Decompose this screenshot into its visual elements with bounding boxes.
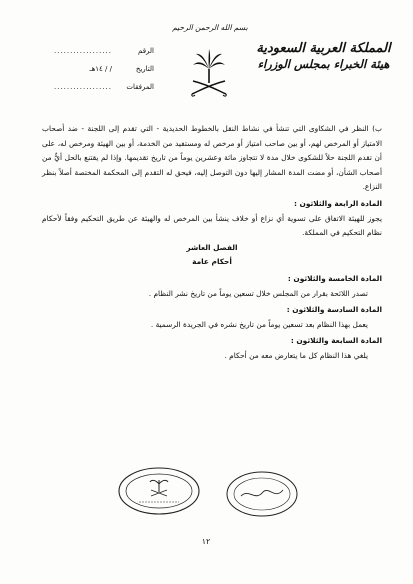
ref-row <box>24 42 154 60</box>
article-36-title: المادة السادسة والثلاثون : <box>286 305 382 315</box>
article-35-title: المادة الخامسة والثلاثون : <box>287 273 382 283</box>
chapter-subtitle: أحكام عامة <box>192 257 232 267</box>
signature-seal-icon <box>225 470 299 518</box>
issuer-block <box>256 41 391 72</box>
chapter-title: الفصل العاشر <box>186 242 238 252</box>
date-value: / / ١٤هـ <box>89 65 112 73</box>
attachments-value: .................. <box>53 83 112 91</box>
authority-name: هيئة الخبراء بمجلس الوزراء <box>257 57 390 72</box>
article-34-text: يجوز للهيئة الاتفاق على تسوية أي نزاع أو خلاف ينشأ بين المرخص له والهيئة عن طريق التحكيم وفقاً لأحكام نظام التحكيم في المملكة. <box>42 213 382 238</box>
article-36-text: يعمل بهذا النظام بعد تسعين يوماً من تاريخ نشره في الجريدة الرسمية . <box>150 319 368 329</box>
saudi-emblem-icon <box>187 47 231 99</box>
article-34-title: المادة الرابعة والثلاثون : <box>294 198 382 208</box>
article-35-text: تصدر اللائحة بقرار من المجلس خلال تسعين يوماً من تاريخ نشر النظام . <box>148 288 368 298</box>
official-seal-icon <box>117 466 201 516</box>
article-37-text: يلغي هذا النظام كل ما يتعارض معه من أحكام . <box>224 350 368 360</box>
document-meta <box>24 42 154 96</box>
attachments-label: المرفقات <box>126 83 154 91</box>
article-37-title: المادة السابعة والثلاثون : <box>290 336 382 346</box>
ref-label: الرقم <box>138 47 154 55</box>
page-number: ١٢ <box>201 537 211 546</box>
date-label: التاريخ <box>135 65 154 73</box>
attachments-row <box>24 78 154 96</box>
date-row <box>24 60 154 78</box>
kingdom-name: المملكة العربية السعودية <box>256 41 391 56</box>
basmala: بسم الله الرحمن الرحيم <box>172 23 248 32</box>
document-body <box>42 122 382 364</box>
ref-value: .................. <box>53 47 112 55</box>
paragraph-b: ب) النظر في الشكاوى التي تنشأ في نشاط النقل بالخطوط الحديدية - التي تقدم إلى اللجنة - ضد أصحاب الامتياز أو المرخص لهم، أو بين صاحب امتياز أو مرخص له ومستفيد من الخدمة، أو بين الهيئة ومرخص له، على أن تقدم اللجنة حلاً للشكوى خلال مدة لا تتجاوز مائة وعشرين يوماً من تاريخ تقديمها. وإذا لم يقتنع بالحل أيٌّ من أصحاب الشأن، أو مضت المدة المشار إليها دون التوصل إليه، فيحق له التقدم إلى المحكمة المختصة أصلاً بنظر النزاع. <box>42 124 382 192</box>
